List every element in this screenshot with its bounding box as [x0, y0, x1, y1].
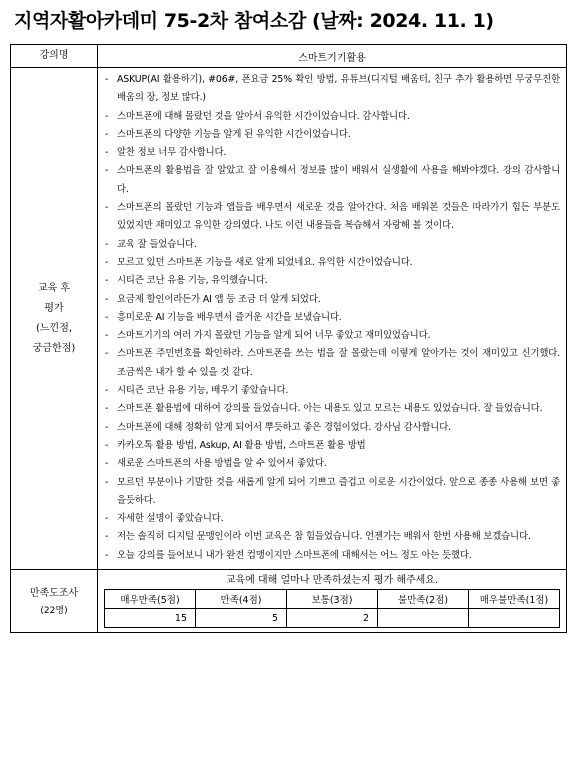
comment-item: - 스마트폰에 대해 몰랐던 것을 알아서 유익한 시간이었습니다. 감사합니다. — [104, 108, 560, 126]
comment-item: - 시티즌 코난 유용 기능, 유익했습니다. — [104, 272, 560, 290]
satisfaction-column-header: 매우만족(5점) — [105, 590, 196, 609]
comment-item: - 스마트폰에 대해 정확히 알게 되어서 뿌듯하고 좋은 경험이었다. 강사님 감사합니다. — [104, 419, 560, 437]
satisfaction-value: 2 — [287, 609, 378, 628]
satisfaction-column-header: 불만족(2점) — [378, 590, 469, 609]
satisfaction-value — [469, 609, 560, 628]
comment-item: - 스마트폰의 몰랐던 기능과 앱들을 배우면서 새로운 것을 알아간다. 처음 배워본 것들은 따라가기 힘든 부분도 있었지만 재미있고 유익한 강의였다. 나도 이런 내용들을 복습해서 자랑해 볼 것이다. — [104, 199, 560, 236]
respondent-count: (22명) — [40, 606, 68, 617]
satisfaction-column-header: 보통(3점) — [287, 590, 378, 609]
comment-item: - 스마트기기의 여러 가지 몰랐던 기능을 알게 되어 너무 좋았고 재미있었습니다. — [104, 327, 560, 345]
comment-item: - 흥미로운 AI 기능을 배우면서 즐거운 시간을 보냈습니다. — [104, 309, 560, 327]
comments-cell — [98, 68, 567, 570]
satisfaction-label — [11, 570, 98, 633]
header-row — [11, 45, 567, 68]
satisfaction-value: 15 — [105, 609, 196, 628]
comment-item: - 스마트폰의 활용법을 잘 알았고 잘 이용해서 정보를 많이 배워서 실생활에 사용을 해봐야겠다. 강의 감사합니다. — [104, 162, 560, 199]
satisfaction-header-row — [105, 590, 560, 609]
evaluation-label-line: 궁금한점) — [32, 342, 76, 354]
satisfaction-table — [104, 589, 560, 628]
comment-item: - 스마트폰의 다양한 기능을 알게 된 유익한 시간이었습니다. — [104, 126, 560, 144]
comment-item: - 스마트폰 활용법에 대하여 강의를 들었습니다. 아는 내용도 있고 모르는 내용도 있었습니다. 잘 들었습니다. — [104, 400, 560, 418]
comment-item: - 요금제 할인이라든가 AI 앱 등 조금 더 알게 되었다. — [104, 291, 560, 309]
survey-table — [10, 44, 567, 633]
evaluation-label-line: 평가 — [44, 302, 64, 314]
comment-item: - 교육 잘 들었습니다. — [104, 236, 560, 254]
satisfaction-value — [378, 609, 469, 628]
comment-item: - 오늘 강의를 들어보니 내가 완전 컴맹이지만 스마트폰에 대해서는 어느 정도 아는 듯했다. — [104, 547, 560, 565]
comment-item: - 새로운 스마트폰의 사용 방법을 알 수 있어서 좋았다. — [104, 455, 560, 473]
comment-item: - 스마트폰 주민번호를 확인하라. 스마트폰을 쓰는 법을 잘 몰랐는데 이렇게 알아가는 것이 재미있고 신기했다. 조금씩은 내가 할 수 있을 것 같다. — [104, 345, 560, 382]
satisfaction-value-row — [105, 609, 560, 628]
lecture-name-value: 스마트기기활용 — [98, 45, 567, 68]
comment-item: - 자세한 설명이 좋았습니다. — [104, 510, 560, 528]
comment-item: - 모르고 있던 스마트폰 기능을 새로 알게 되었네요. 유익한 시간이었습니다. — [104, 254, 560, 272]
satisfaction-question: 교육에 대해 얼마나 만족하셨는지 평가 해주세요. — [225, 575, 439, 587]
satisfaction-value: 5 — [196, 609, 287, 628]
satisfaction-column-header: 만족(4점) — [196, 590, 287, 609]
comment-item: - 모르던 부분이나 기발한 것을 새롭게 알게 되어 기쁘고 즐겁고 이로운 시간이었다. 앞으로 종종 사용해 보면 좋을듯하다. — [104, 474, 560, 511]
evaluation-label-line: (느낀점, — [35, 322, 73, 334]
comment-item: - 카카오톡 활용 방법, Askup, AI 활용 방법, 스마트폰 활용 방법 — [104, 437, 560, 455]
satisfaction-column-header: 매우불만족(1점) — [469, 590, 560, 609]
comment-item: - 알찬 정보 너무 감사합니다. — [104, 144, 560, 162]
comment-item: - 저는 솔직히 디지털 문맹인이라 이번 교육은 참 힘들었습니다. 언젠가는 배워서 한번 사용해 보겠습니다. — [104, 528, 560, 546]
satisfaction-title: 만족도조사 — [29, 588, 79, 600]
satisfaction-cell — [98, 570, 567, 633]
comment-item: - ASKUP(AI 활용하기), #06#, 폰요금 25% 확인 방법, 유튜브(디지털 배움터, 친구 추가 활용하면 무궁무진한 배움의 장, 정보 많다.) — [104, 71, 560, 108]
evaluation-label-line: 교육 후 — [37, 282, 71, 294]
comment-item: - 시티즌 코난 유용 기능, 배우기 좋았습니다. — [104, 382, 560, 400]
evaluation-label — [11, 68, 98, 570]
evaluation-row — [11, 68, 567, 570]
page-title: 지역자활아카데미 75-2차 참여소감 (날짜: 2024. 11. 1) — [14, 10, 494, 32]
lecture-name-label: 강의명 — [11, 45, 98, 68]
satisfaction-row — [11, 570, 567, 633]
comment-list — [98, 68, 566, 569]
